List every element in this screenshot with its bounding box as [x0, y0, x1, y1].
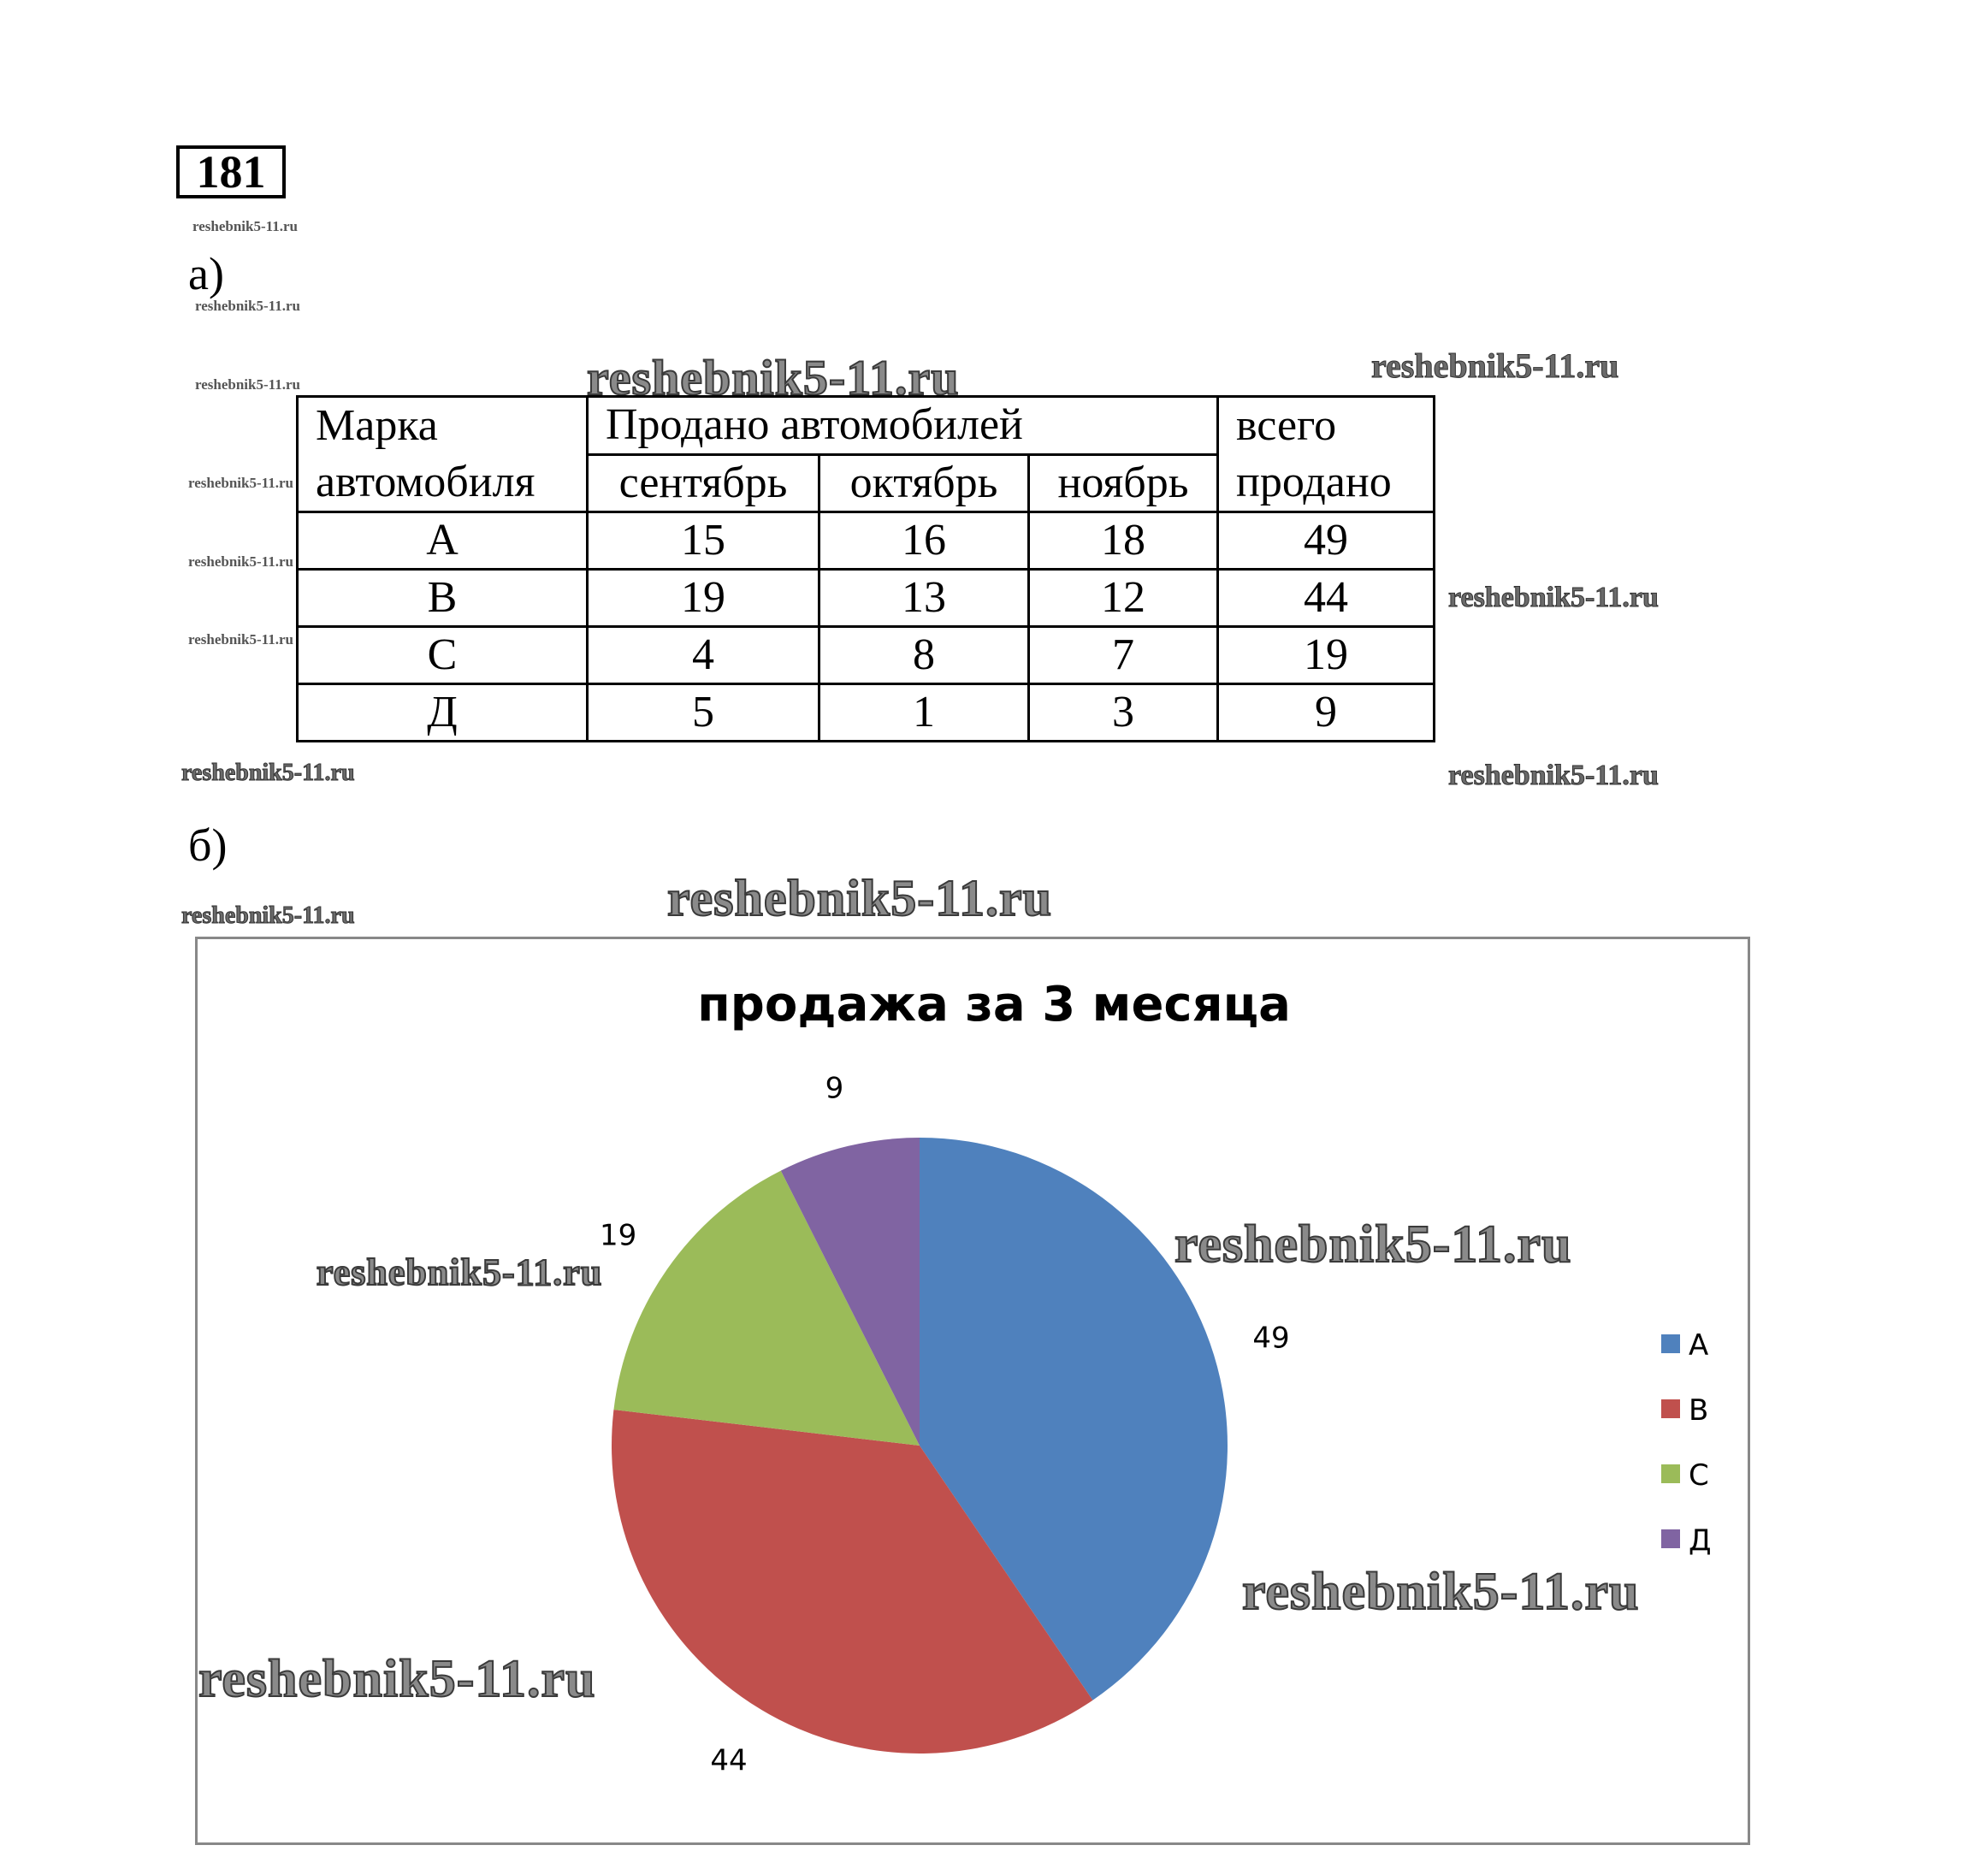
header-brand-line1: Марка [316, 401, 438, 450]
legend-swatch [1661, 1529, 1680, 1548]
problem-number: 181 [176, 145, 286, 198]
watermark: reshebnik5-11.ru [1448, 582, 1659, 613]
watermark: reshebnik5-11.ru [188, 475, 293, 491]
data-label: 49 [1252, 1321, 1290, 1356]
part-a-label: а) [188, 248, 224, 299]
data-label: 19 [599, 1218, 637, 1253]
legend-label: Д [1689, 1523, 1712, 1558]
cell-value: 8 [819, 627, 1029, 684]
cell-value: 1 [819, 684, 1029, 742]
cell-brand: А [298, 512, 588, 570]
cell-brand: С [298, 627, 588, 684]
legend-swatch [1661, 1464, 1680, 1483]
cell-total: 19 [1218, 627, 1435, 684]
watermark: reshebnik5-11.ru [1242, 1563, 1640, 1621]
cell-value: 7 [1029, 627, 1218, 684]
cell-total: 49 [1218, 512, 1435, 570]
watermark: reshebnik5-11.ru [587, 350, 960, 405]
data-label: 9 [825, 1071, 844, 1106]
watermark: reshebnik5-11.ru [195, 298, 300, 314]
watermark: reshebnik5-11.ru [181, 760, 355, 786]
legend-label: В [1689, 1393, 1709, 1428]
header-month: октябрь [819, 454, 1029, 512]
cell-value: 3 [1029, 684, 1218, 742]
watermark: reshebnik5-11.ru [1174, 1215, 1572, 1274]
header-month: ноябрь [1029, 454, 1218, 512]
watermark: reshebnik5-11.ru [1448, 760, 1659, 791]
cell-total: 44 [1218, 570, 1435, 627]
header-brand-line2: автомобиля [316, 458, 535, 506]
cell-brand: В [298, 570, 588, 627]
watermark: reshebnik5-11.ru [188, 631, 293, 648]
cell-value: 4 [588, 627, 819, 684]
chart-title: продажа за 3 месяца [697, 977, 1291, 1032]
legend-label: С [1689, 1458, 1709, 1493]
header-month: сентябрь [588, 454, 819, 512]
cell-value: 18 [1029, 512, 1218, 570]
header-total-line1: всего [1236, 401, 1337, 450]
header-total-line2: продано [1236, 458, 1392, 506]
watermark: reshebnik5-11.ru [188, 553, 293, 570]
legend-swatch [1661, 1399, 1680, 1418]
cell-value: 13 [819, 570, 1029, 627]
legend-swatch [1661, 1334, 1680, 1353]
watermark: reshebnik5-11.ru [198, 1650, 596, 1708]
watermark: reshebnik5-11.ru [195, 376, 300, 393]
watermark: reshebnik5-11.ru [317, 1251, 603, 1293]
cell-value: 5 [588, 684, 819, 742]
watermark: reshebnik5-11.ru [1371, 346, 1619, 385]
data-label: 44 [710, 1743, 748, 1778]
cell-value: 19 [588, 570, 819, 627]
cell-value: 15 [588, 512, 819, 570]
cell-brand: Д [298, 684, 588, 742]
watermark: reshebnik5-11.ru [181, 902, 355, 929]
watermark: reshebnik5-11.ru [192, 218, 298, 234]
header-sold: Продано автомобилей [588, 397, 1218, 455]
part-b-label: б) [188, 819, 228, 871]
cell-value: 12 [1029, 570, 1218, 627]
cell-value: 16 [819, 512, 1029, 570]
watermark: reshebnik5-11.ru [667, 870, 1052, 926]
cell-total: 9 [1218, 684, 1435, 742]
legend-label: А [1689, 1328, 1709, 1363]
